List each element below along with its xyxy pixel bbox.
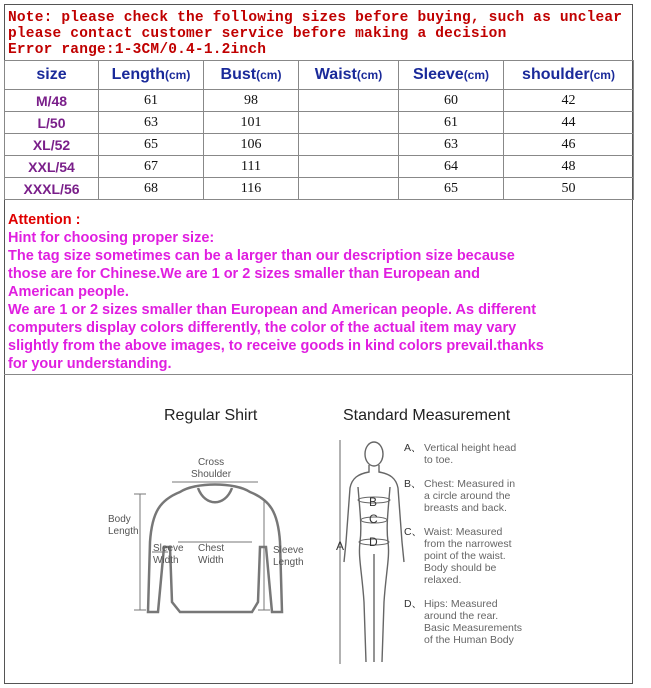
cell-waist (299, 156, 399, 178)
size-note (8, 10, 630, 58)
label-cross-shoulder: Cross Shoulder (191, 457, 232, 480)
attention-section (8, 211, 628, 373)
table-row (5, 156, 634, 178)
cell-size: XXXL/56 (5, 178, 99, 200)
label-sleeve-width: Sleeve Width (153, 543, 184, 566)
attention-p1-line-2: those are for Chinese.We are 1 or 2 sizes smaller than European and (8, 266, 480, 282)
attention-p2-line-4: for your understanding. (8, 356, 172, 372)
header-sleeve: Sleeve(cm) (399, 61, 504, 90)
header-size: size (5, 61, 99, 90)
section-divider (4, 374, 633, 375)
header-waist: Waist(cm) (299, 61, 399, 90)
shirt-diagram (100, 452, 340, 682)
label-sleeve-length: Sleeve Length (273, 545, 304, 568)
note-line-3: Error range:1-3CM/0.4-1.2inch (8, 42, 267, 58)
note-line-1: Note: please check the following sizes before buying, such as unclear (8, 10, 623, 26)
cell-bust: 98 (204, 90, 299, 112)
table-header-row (5, 61, 634, 90)
label-chest-width: Chest Width (198, 543, 225, 566)
cell-length: 63 (99, 112, 204, 134)
mark-a: A (336, 539, 345, 553)
cell-shoulder: 44 (504, 112, 634, 134)
table-row (5, 134, 634, 156)
mark-b: B (369, 495, 378, 509)
cell-shoulder: 50 (504, 178, 634, 200)
attention-p1-line-1: The tag size sometimes can be a larger than our description size because (8, 248, 515, 264)
legend-a: A、 Vertical height head to toe. (404, 442, 517, 466)
cell-sleeve: 64 (399, 156, 504, 178)
cell-waist (299, 178, 399, 200)
cell-length: 67 (99, 156, 204, 178)
cell-shoulder: 42 (504, 90, 634, 112)
table-row (5, 112, 634, 134)
cell-length: 61 (99, 90, 204, 112)
cell-length: 65 (99, 134, 204, 156)
cell-waist (299, 112, 399, 134)
attention-hint: Hint for choosing proper size: (8, 230, 215, 246)
legend-c: C、 Waist: Measured from the narrowest point of the waist. Body should be relaxed. (404, 526, 512, 586)
attention-p2-line-2: computers display colors differently, the color of the actual item may vary (8, 320, 517, 336)
cell-bust: 111 (204, 156, 299, 178)
mark-c: C (369, 512, 378, 526)
mark-d: D (369, 535, 378, 549)
cell-length: 68 (99, 178, 204, 200)
legend-b: B、 Chest: Measured in a circle around the breasts and back. (404, 478, 516, 514)
note-line-2: please contact customer service before making a decision (8, 26, 507, 42)
cell-bust: 101 (204, 112, 299, 134)
size-table (4, 60, 634, 200)
cell-size: M/48 (5, 90, 99, 112)
measurement-title: Standard Measurement (343, 407, 511, 424)
cell-bust: 116 (204, 178, 299, 200)
attention-p2-line-1: We are 1 or 2 sizes smaller than European and American people. As different (8, 302, 537, 318)
header-bust: Bust(cm) (204, 61, 299, 90)
body-figure (338, 432, 408, 672)
header-length: Length(cm) (99, 61, 204, 90)
cell-size: XXL/54 (5, 156, 99, 178)
cell-sleeve: 63 (399, 134, 504, 156)
cell-shoulder: 46 (504, 134, 634, 156)
attention-p1-line-3: American people. (8, 284, 129, 300)
cell-waist (299, 90, 399, 112)
cell-shoulder: 48 (504, 156, 634, 178)
cell-sleeve: 61 (399, 112, 504, 134)
attention-title: Attention : (8, 212, 81, 228)
cell-sleeve: 65 (399, 178, 504, 200)
cell-sleeve: 60 (399, 90, 504, 112)
legend-d: D、 Hips: Measured around the rear. Basic Measurements of the Human Body (404, 598, 523, 646)
label-body-length: Body Length (108, 514, 139, 537)
shirt-title: Regular Shirt (164, 407, 258, 424)
cell-size: L/50 (5, 112, 99, 134)
cell-bust: 106 (204, 134, 299, 156)
cell-waist (299, 134, 399, 156)
table-row (5, 178, 634, 200)
attention-p2-line-3: slightly from the above images, to receive goods in kind colors prevail.thanks (8, 338, 544, 354)
header-shoulder: shoulder(cm) (504, 61, 634, 90)
table-row (5, 90, 634, 112)
cell-size: XL/52 (5, 134, 99, 156)
